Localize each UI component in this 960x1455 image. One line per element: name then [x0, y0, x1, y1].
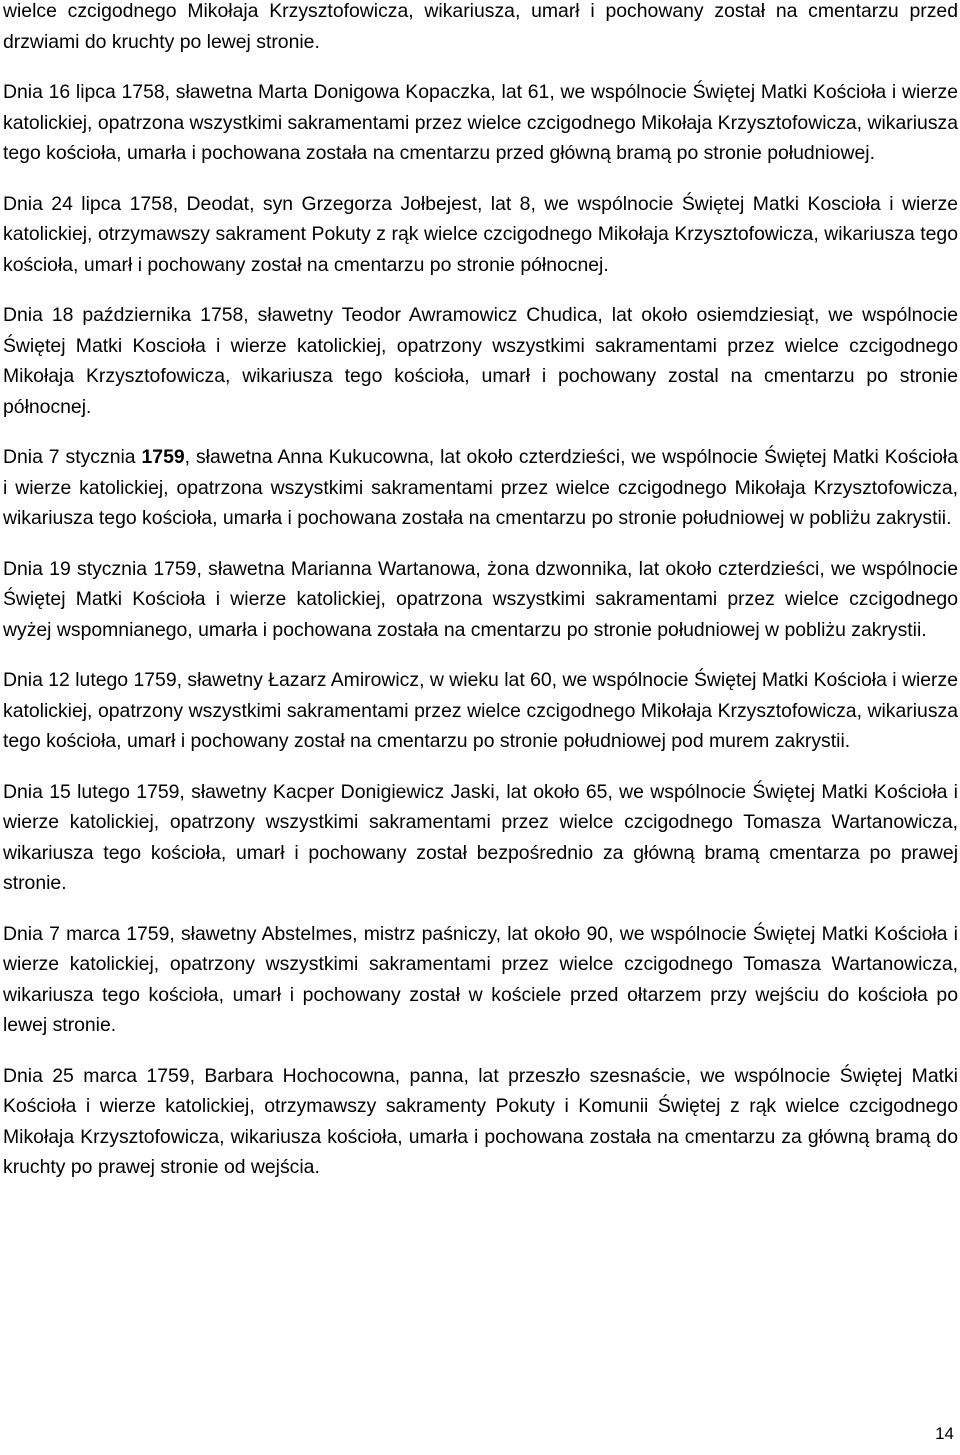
- paragraph-text-after-year: , sławetna Anna Kukucowna, lat około czterdzieści, we wspólnocie Świętej Matki Kościoła i wierze katolickiej, opatrzona wszystkimi sakramentami przez wielce czcigodnego Mikołaja Krzysztofowicza, wikariusza tego kościoła, umarła i pochowana została na cmentarzu po stronie południowej w pobliżu zakrystii.: [3, 446, 958, 529]
- paragraph-entry-1758-07-24: Dnia 24 lipca 1758, Deodat, syn Grzegorza Jołbejest, lat 8, we wspólnocie Świętej Matki Koscioła i wierze katolickiej, otrzymawszy sakrament Pokuty z rąk wielce czcigodnego Mikołaja Krzysztofowicza, wikariusza tego kościoła, umarł i pochowany został na cmentarzu po stronie północnej.: [3, 192, 958, 276]
- paragraph-entry-1759-03-07: Dnia 7 marca 1759, sławetny Abstelmes, mistrz paśniczy, lat około 90, we wspólnocie Świętej Matki Kościoła i wierze katolickiej, opatrzony wszystkimi sakramentami przez wielce czcigodnego Tomasza Wartanowicza, wikariusza tego kościoła, umarł i pochowany został w kościele przed ołtarzem przy wejściu do kościoła po lewej stronie.: [3, 922, 958, 1036]
- paragraph-entry-1759-01-07: [3, 442, 958, 534]
- paragraph-entry-1759-02-15: Dnia 15 lutego 1759, sławetny Kacper Donigiewicz Jaski, lat około 65, we wspólnocie Świętej Matki Kościoła i wierze katolickiej, opatrzony wszystkimi sakramentami przez wielce czcigodnego Tomasza Wartanowicza, wikariusza tego kościoła, umarł i pochowany został bezpośrednio za główną bramą cmentarza po prawej stronie.: [3, 780, 958, 894]
- paragraph-text-before-year: Dnia 7 stycznia: [3, 446, 142, 468]
- paragraph-entry-1758-10-18: Dnia 18 października 1758, sławetny Teodor Awramowicz Chudica, lat około osiemdziesiąt, we wspólnocie Świętej Matki Koscioła i wierze katolickiej, opatrzony wszystkimi sakramentami przez wielce czcigodnego Mikołaja Krzysztofowicza, wikariusza tego kościoła, umarł i pochowany zostal na cmentarzu po stronie północnej.: [3, 304, 958, 418]
- page-number: 14: [935, 1424, 954, 1443]
- paragraph-entry-1759-03-25: Dnia 25 marca 1759, Barbara Hochocowna, panna, lat przeszło szesnaście, we wspólnocie Świętej Matki Kościoła i wierze katolickiej, otrzymawszy sakramenty Pokuty i Komunii Świętej z rąk wielce czcigodnego Mikołaja Krzysztofowicza, wikariusza kościoła, umarła i pochowana została na cmentarzu za główną bramą do kruchty po prawej stronie od wejścia.: [3, 1064, 958, 1178]
- document-page: [3, 0, 958, 1203]
- bold-year: 1759: [141, 446, 185, 468]
- paragraph-entry-1758-07-16: Dnia 16 lipca 1758, sławetna Marta Donigowa Kopaczka, lat 61, we wspólnocie Świętej Matki Kościoła i wierze katolickiej, opatrzona wszystkimi sakramentami przez wielce czcigodnego Mikołaja Krzysztofowicza, wikariusza tego kościoła, umarła i pochowana została na cmentarzu przed główną bramą po stronie południowej.: [3, 81, 958, 164]
- paragraph-1-continuation: wielce czcigodnego Mikołaja Krzysztofowicza, wikariusza, umarł i pochowany został na cmentarzu przed drzwiami do kruchty po lewej stronie.: [3, 0, 958, 53]
- paragraph-entry-1759-02-12: Dnia 12 lutego 1759, sławetny Łazarz Amirowicz, w wieku lat 60, we wspólnocie Świętej Matki Kościoła i wierze katolickiej, opatrzony wszystkimi sakramentami przez wielce czcigodnego Mikołaja Krzysztofowicza, wikariusza tego kościoła, umarł i pochowany został na cmentarzu po stronie południowej pod murem zakrystii.: [3, 669, 958, 752]
- paragraph-entry-1759-01-19: Dnia 19 stycznia 1759, sławetna Marianna Wartanowa, żona dzwonnika, lat około czterdzieści, we wspólnocie Świętej Matki Kościoła i wierze katolickiej, opatrzona wszystkimi sakramentami przez wielce czcigodnego wyżej wspomnianego, umarła i pochowana została na cmentarzu po stronie południowej w pobliżu zakrystii.: [3, 557, 958, 641]
